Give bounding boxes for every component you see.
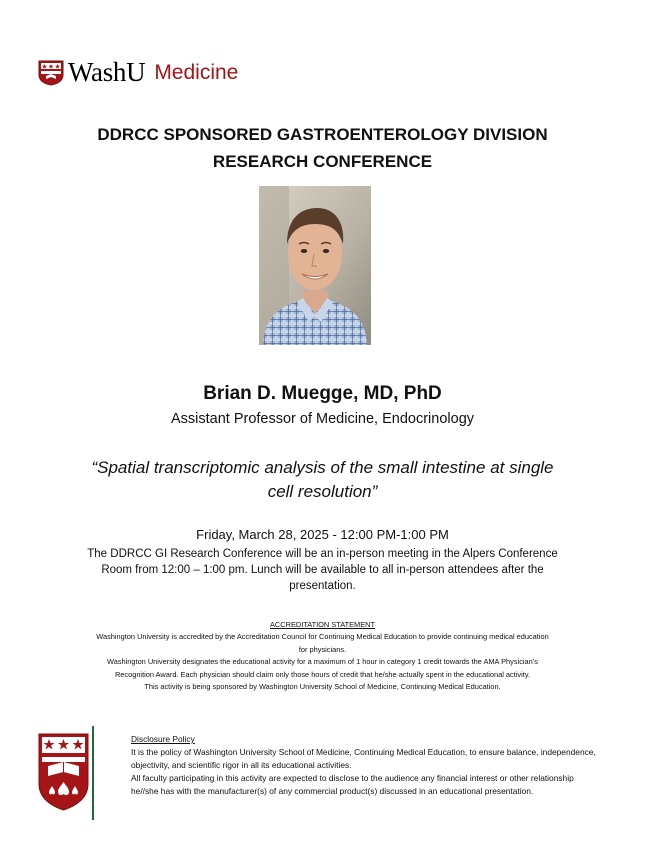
talk-title-line-1: “Spatial transcriptomic analysis of the small intestine at single bbox=[91, 458, 554, 477]
disclosure-line: he//she has with the manufacturer(s) of any commercial product(s) discussed in an educational presentation. bbox=[131, 786, 534, 796]
accreditation-heading: ACCREDITATION STATEMENT bbox=[270, 620, 375, 629]
speaker-position: Assistant Professor of Medicine, Endocrinology bbox=[170, 411, 475, 427]
accreditation-line: for physicians. bbox=[298, 644, 347, 654]
speaker-name: Brian D. Muegge, MD, PhD bbox=[203, 383, 442, 404]
event-details bbox=[80, 546, 565, 594]
accreditation-statement bbox=[70, 619, 575, 693]
logo-brand-text: WashU bbox=[68, 57, 146, 87]
logo-sub-text: Medicine bbox=[154, 61, 239, 84]
disclosure-heading: Disclosure Policy bbox=[131, 734, 195, 744]
speaker-headshot bbox=[259, 186, 371, 345]
talk-title bbox=[70, 456, 575, 504]
event-details-line: presentation. bbox=[289, 580, 356, 592]
title-line-2: RESEARCH CONFERENCE bbox=[212, 152, 433, 171]
event-datetime: Friday, March 28, 2025 - 12:00 PM-1:00 PM bbox=[196, 527, 449, 542]
accreditation-line: Washington University designates the educational activity for a maximum of 1 hour in category 1 credit towards the AMA Physician’s bbox=[107, 657, 538, 667]
accreditation-line: Washington University is accredited by the Accreditation Council for Continuing Medical Education to provide continuing medical education bbox=[96, 632, 549, 642]
disclosure-line: objectivity, and scientific rigor in all its educational activities. bbox=[131, 760, 352, 770]
talk-title-line-2: cell resolution” bbox=[267, 482, 378, 501]
accreditation-line: This activity is being sponsored by Washington University School of Medicine, Continuing Medical Education. bbox=[144, 682, 501, 692]
disclosure-line: All faculty participating in this activity are expected to disclose to the audience any financial interest or other relationship bbox=[131, 773, 574, 783]
washu-shield-icon bbox=[38, 60, 64, 86]
event-details-line: Room from 12:00 – 1:00 pm. Lunch will be available to all in-person attendees after the bbox=[101, 564, 544, 576]
disclosure-policy bbox=[131, 733, 631, 798]
washu-crest-icon bbox=[36, 726, 96, 820]
conference-title bbox=[0, 121, 645, 175]
washu-medicine-logo bbox=[38, 59, 238, 86]
event-details-line: The DDRCC GI Research Conference will be an in-person meeting in the Alpers Conference bbox=[87, 548, 558, 560]
title-line-1: DDRCC SPONSORED GASTROENTEROLOGY DIVISION bbox=[97, 125, 548, 144]
disclosure-line: It is the policy of Washington University School of Medicine, Continuing Medical Education, to ensure balance, independence, bbox=[131, 747, 596, 757]
accreditation-line: Recognition Award. Each physician should claim only those hours of credit that he/she actually spent in the educational activity. bbox=[114, 669, 531, 679]
